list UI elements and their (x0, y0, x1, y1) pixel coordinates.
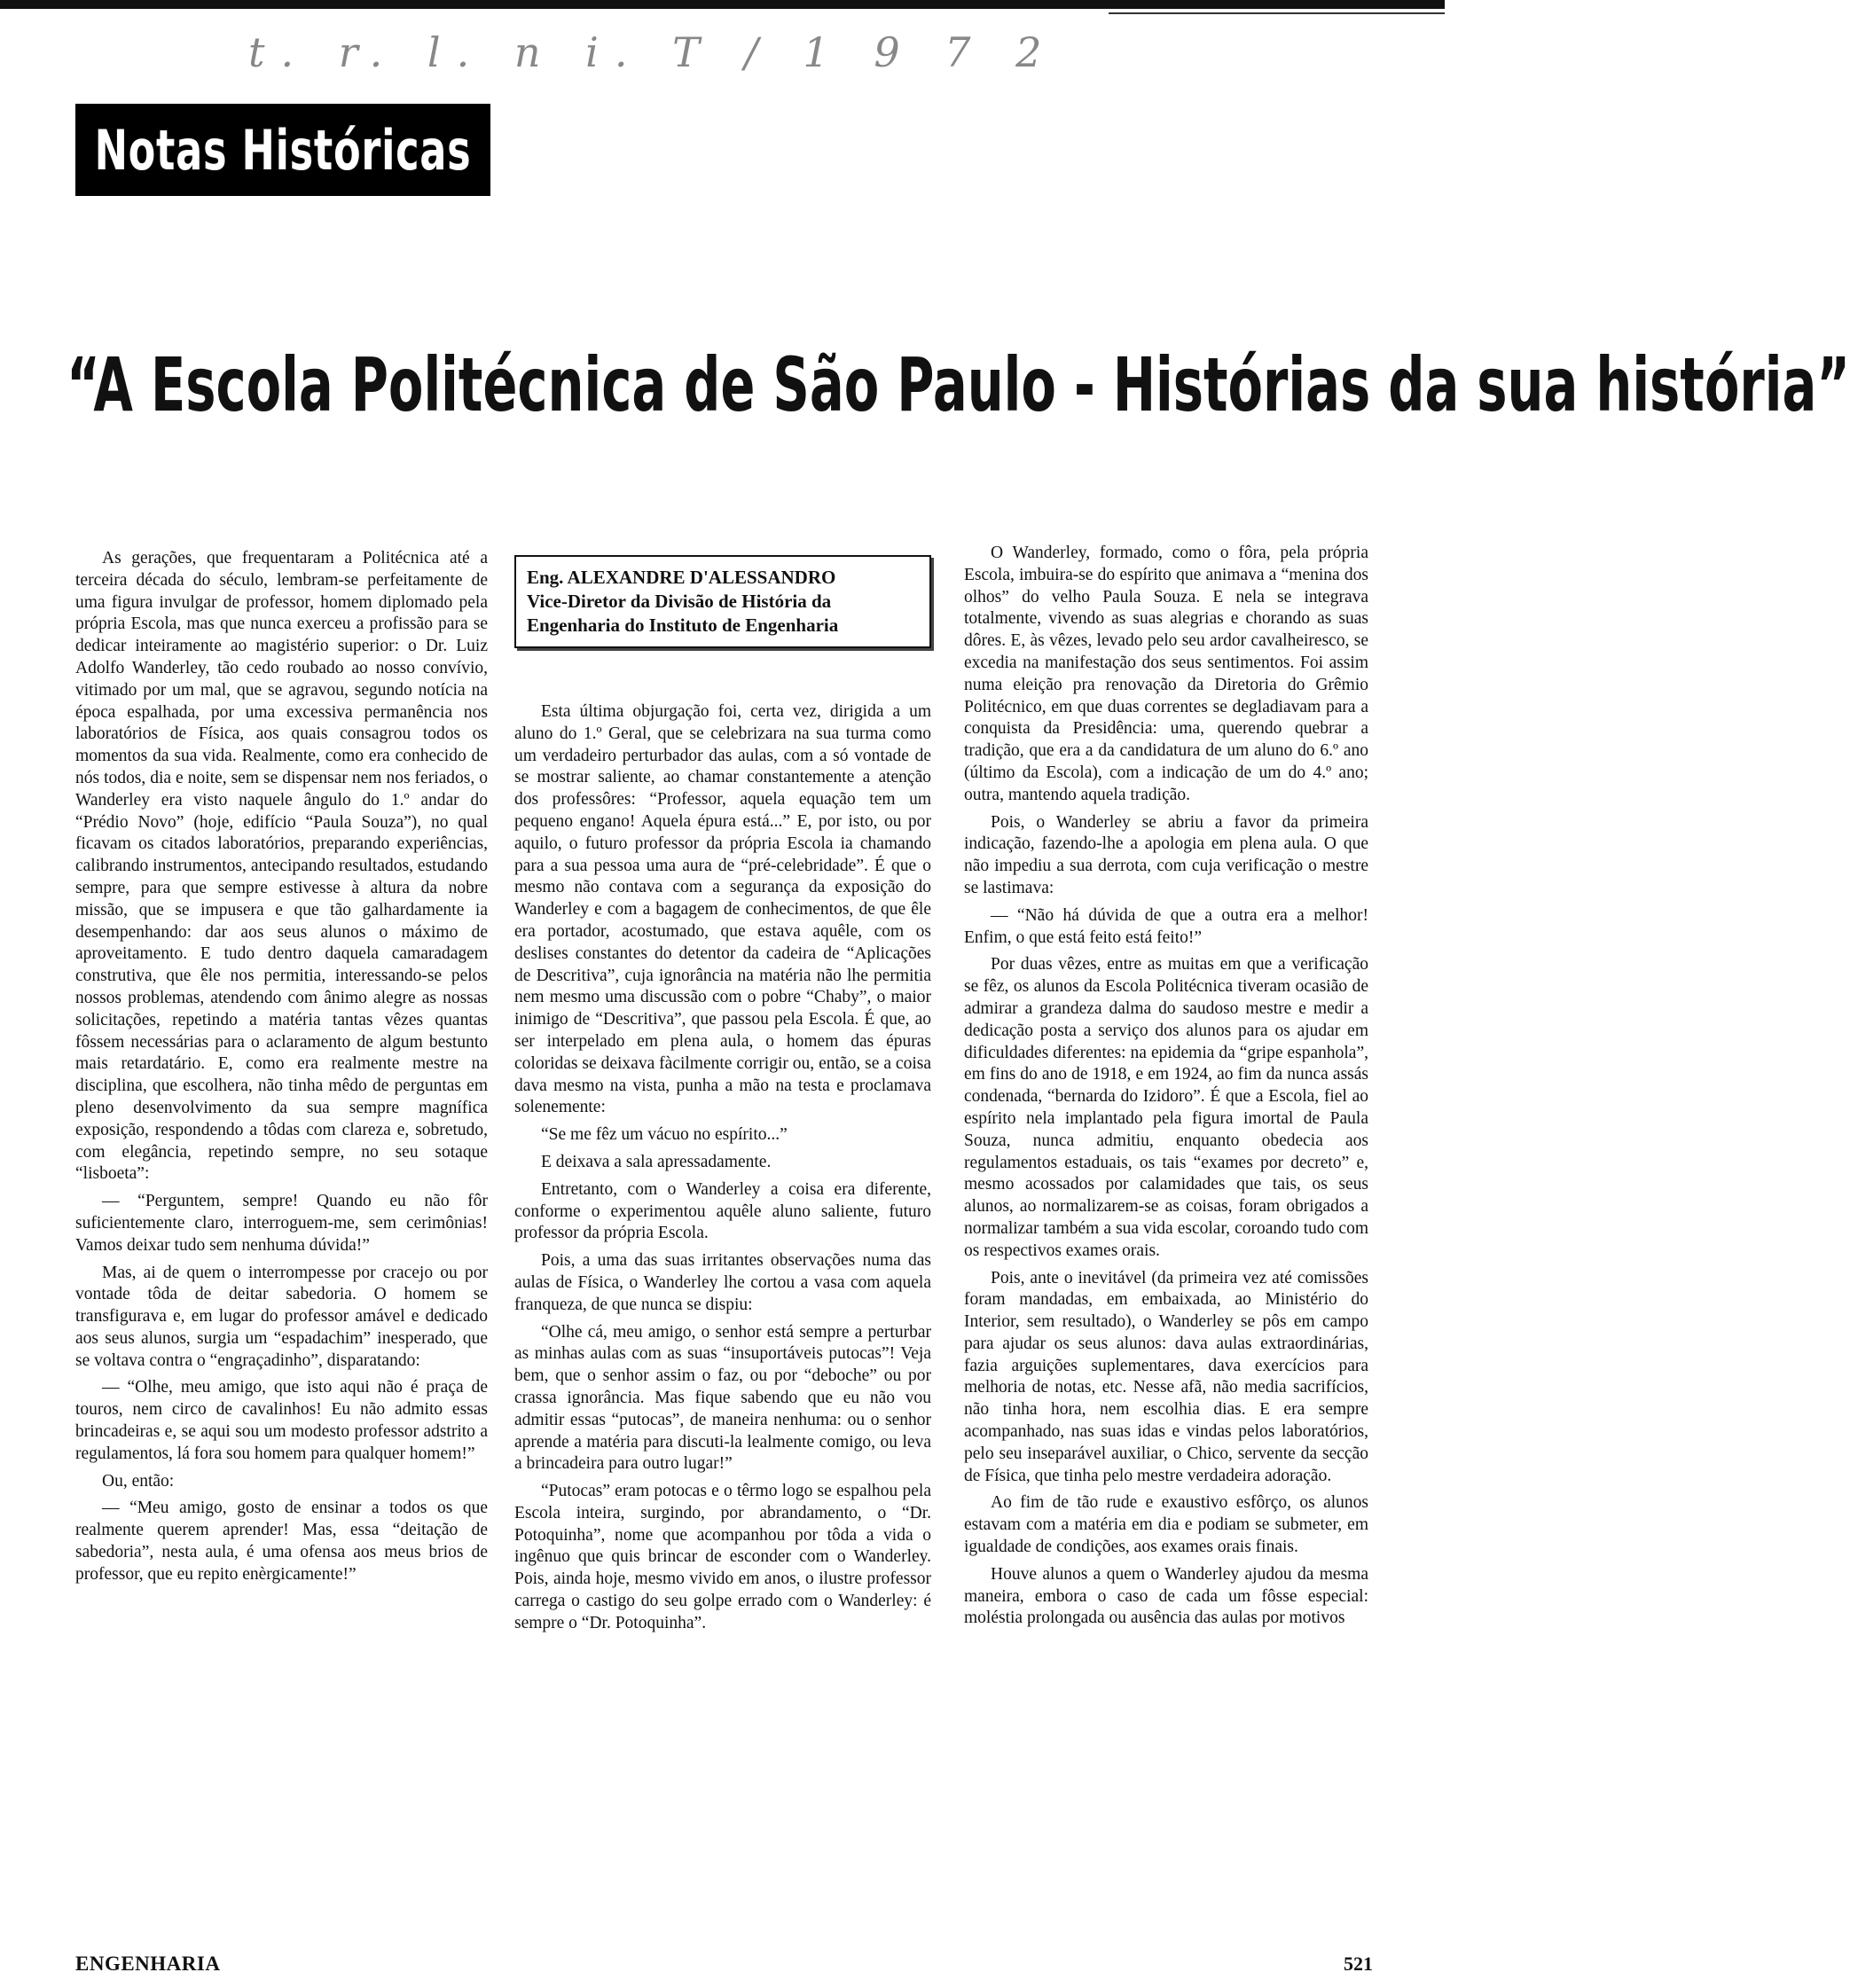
paragraph: Esta última objurgação foi, certa vez, dirigida a um aluno do 1.º Geral, que se celebrizara na sua turma como um verdadeiro perturbador das aulas, com a só vontade de se mostrar saliente, ao chamar constantemente a atenção dos professôres: “Professor, aquela equação tem um pequeno engano! Aquela épura está...” E, por isto, ou por aquilo, o futuro professor da própria Escola ia chamando para a sua pessoa uma aura de “pré-celebridade”. É que o mesmo não contava com a segurança da exposição do Wanderley e com a bagagem de conhecimentos, de que êle era portador, acostumado, que estava aquêle, com os deslises constantes do detentor da cadeira de “Aplicações de Descritiva”, cuja ignorância na matéria não lhe permitia nem mesmo uma discussão com o pobre “Chaby”, o maior inimigo de “Descritiva”, que passou pela Escola. É que, ao ser interpelado em plena aula, o homem das épuras coloridas se deixava fàcilmente corrigir ou, então, se a coisa dava mesmo na vista, punha a mão na testa e proclamava solenemente: (514, 702, 931, 1117)
page-number: 521 (1344, 1953, 1373, 1975)
paragraph: E deixava a sala apressadamente. (541, 1152, 772, 1171)
paragraph: Ao fim de tão rude e exaustivo esfôrço, os alunos estavam com a matéria em dia e podiam se submeter, em igualdade de condições, aos exames orais finais. (964, 1493, 1368, 1557)
top-rule-secondary (1109, 12, 1445, 14)
author-role: Vice-Diretor da Divisão de História da Engenharia do Instituto de Engenharia (527, 591, 839, 636)
paragraph: — “Olhe, meu amigo, que isto aqui não é praça de touros, nem circo de cavalinhos! Eu não admito essas brincadeiras e, se aqui sou um modesto professor adstrito a regulamentos, lá fora sou homem para qualquer homem!” (75, 1378, 488, 1463)
section-banner: Notas Históricas (75, 104, 490, 196)
paragraph: “Olhe cá, meu amigo, o senhor está sempre a perturbar as minhas aulas com as suas “insuportáveis putocas”! Veja bem, que o senhor assim o faz, ou por “deboche” ou por crassa ignorância. Mas fique sabendo que eu não vou admitir essas “putocas”, de maneira nenhuma: ou o senhor aprende a matéria para discuti-la lealmente comigo, ou leva a brincadeira para outro lugar!” (514, 1322, 931, 1474)
article-column-3 (964, 543, 1368, 1635)
paragraph: — “Perguntem, sempre! Quando eu não fôr suficientemente claro, interroguem-me, sem cerimônias! Vamos deixar tudo sem nenhuma dúvida!” (75, 1192, 488, 1255)
paragraph: Pois, o Wanderley se abriu a favor da primeira indicação, fazendo-lhe a apologia em plena aula. O que não impediu a sua derrota, com cuja verificação o mestre se lastimava: (964, 812, 1368, 897)
author-name: Eng. ALEXANDRE D'ALESSANDRO (527, 567, 836, 588)
top-rule (0, 0, 1445, 9)
paragraph: Por duas vêzes, entre as muitas em que a verificação se fêz, os alunos da Escola Politécnica tiveram ocasião de admirar a grandeza dalma do saudoso mestre e medir a dedicação posta a serviço dos alunos para os ajudar em dificuldades diferentes: na epidemia da “gripe espanhola”, em fins do ano de 1918, e em 1924, ao fim da nunca assás condenada, “bernarda do Izidoro”. É que a Escola, fiel ao espírito nela implantado pela figura imortal de Paula Souza, nunca admitiu, enquanto obedecia aos regulamentos estaduais, os tais “exames por decreto” e, mesmo acossados por calamidades que tais, os seus alunos, ao normalizarem-se as coisas, foram obrigados a normalizar também a sua vida escolar, coroando tudo com os respectivos exames orais. (964, 955, 1368, 1260)
publication-name: ENGENHARIA (75, 1953, 221, 1975)
article-headline: “A Escola Politécnica de São Paulo - Histórias da sua história” (67, 341, 1850, 428)
paragraph: Pois, ante o inevitável (da primeira vez até comissões foram mandadas, em embaixada, ao Ministério do Interior, sem resultado), o Wanderley se pôs em campo para ajudar os seus alunos: dava aulas extraordinárias, fazia arguições suplementares, dava exercícios para melhoria de notas, etc. Nesse afã, não media sacrifícios, não tinha hora, nem escolhia dias. E era sempre acompanhado, nas suas idas e vindas pelos laboratórios, pelo seu inseparável auxiliar, o Chico, servente da secção de Física, que tinha pelo mestre verdadeira adoração. (964, 1268, 1368, 1485)
article-column-1 (75, 548, 488, 1592)
paragraph: Entretanto, com o Wanderley a coisa era diferente, conforme o experimentou aquêle aluno saliente, futuro professor da própria Escola. (514, 1179, 931, 1243)
paragraph: — “Não há dúvida de que a outra era a melhor! Enfim, o que está feito está feito!” (964, 905, 1368, 947)
paragraph: — “Meu amigo, gosto de ensinar a todos os que realmente querem aprender! Mas, essa “deitação de sabedoria”, nesta aula, é uma ofensa aos meus brios de professor, que eu repito enèrgicamente!” (75, 1499, 488, 1584)
paragraph: As gerações, que frequentaram a Politécnica até a terceira década do século, lembram-se perfeitamente de uma figura invulgar de professor, homem diplomado pela própria Escola, mas que nunca exerceu a profissão para se dedicar inteiramente ao magistério superior: o Dr. Luiz Adolfo Wanderley, tão cedo roubado ao nosso convívio, vitimado por um mal, que se agravou, segundo notícia na época espalhada, por uma excessiva permanência nos laboratórios de Física, aos quais consagrou todos os momentos da sua vida. Realmente, como era conhecido de nós todos, dia e noite, sem se dispensar nem nos feriados, o Wanderley era visto naquele ângulo do 1.º andar do “Prédio Novo” (hoje, edifício “Paula Souza”), no qual ficavam os citados laboratórios, preparando experiências, calibrando instrumentos, antecipando resultados, estudando sempre, para que sempre estivesse à altura da nobre missão, que se impusera e que tão galhardamente ia desempenhando: dar aos seus alunos o máximo de aproveitamento. E tudo dentro daquela camaradagem construtiva, que êle nos permitia, interessando-se pelos nossos problemas, atendendo com ânimo alegre as nossas solicitações, repetindo a matéria tantas vêzes quantas fôssem necessárias para o aclaramento de algum bestunto mais retardatário. E, como era realmente mestre na disciplina, que escolhera, não tinha mêdo de perguntas em pleno desenvolvimento da sua sempre magnífica exposição, respondendo a tôdas com clareza e, sobretudo, com elegância, repetindo sempre, no seu sotaque “lisboeta”: (75, 549, 488, 1184)
paragraph: Mas, ai de quem o interrompesse por cracejo ou por vontade tôda de deitar sabedoria. O homem se transfigurava e, em lugar do professor amável e dedicado aos seus alunos, surgia um “espadachim” inesperado, que se voltava contra o “engraçadinho”, disparatando: (75, 1263, 488, 1370)
article-column-2 (514, 548, 931, 1640)
paragraph: “Putocas” eram potocas e o têrmo logo se espalhou pela Escola inteira, surgindo, por abrandamento, o “Dr. Potoquinha”, nome que acompanhou por tôda a vida o ingênuo que quis brincar de esconder com o Wanderley. Pois, ainda hoje, mesmo vivido em anos, o ilustre professor carrega o castigo do seu golpe errado com o Wanderley: é sempre o “Dr. Potoquinha”. (514, 1482, 931, 1632)
paragraph: Houve alunos a quem o Wanderley ajudou da mesma maneira, embora o caso de cada um fôsse especial: moléstia prolongada ou ausência das aulas por motivos (964, 1564, 1368, 1628)
paragraph: O Wanderley, formado, como o fôra, pela própria Escola, imbuira-se do espírito que animava a “menina dos olhos” do velho Paula Souza. E nela se integrava totalmente, vivendo as suas alegrias e chorando as suas dôres. E, às vêzes, levado pelo seu ardor cavalheiresco, se excedia na manifestação dos seus sentimentos. Foi assim numa eleição pra renovação da Diretoria do Grêmio Politécnico, em que duas correntes se degladiavam para a conquista da Presidência: uma, querendo quebrar a tradição, que era a da candidatura de um aluno do 6.º ano (último da Escola), com a indicação de um do 4.º ano; outra, mantendo aquela tradição. (964, 544, 1368, 804)
paragraph: Pois, a uma das suas irritantes observações numa das aulas de Física, o Wanderley lhe cortou a vasa com aquela franqueza, de que nunca se dispiu: (514, 1251, 931, 1314)
byline-box (514, 555, 931, 648)
handwritten-note: t. r. l. n i. T / 1 9 7 2 (248, 28, 1058, 76)
paragraph: Ou, então: (102, 1471, 175, 1491)
paragraph: “Se me fêz um vácuo no espírito...” (541, 1125, 788, 1145)
